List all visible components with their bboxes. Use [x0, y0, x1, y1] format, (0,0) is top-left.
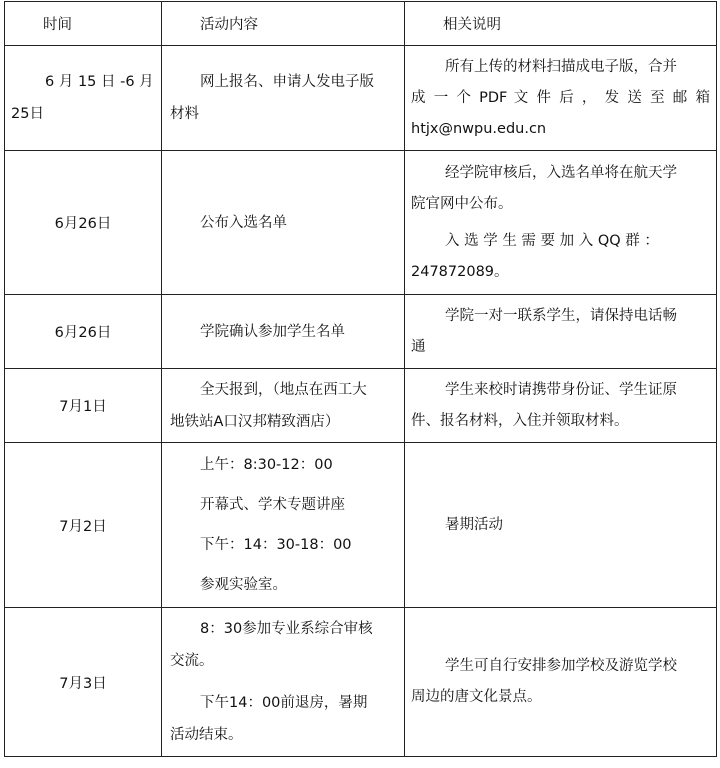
activity-cell	[162, 443, 405, 608]
time-cell	[5, 369, 162, 443]
activity-text-line3: 下午14：00前退房，暑期	[200, 695, 368, 711]
notes-text-line1: 学生可自行安排参加学校及游览学校	[445, 658, 677, 674]
time-text: 7月3日	[59, 675, 107, 692]
activity-text: 公布入选名单	[200, 214, 287, 231]
time-text: 7月1日	[59, 399, 107, 415]
notes-cell	[405, 608, 717, 757]
header-time: 时间	[5, 2, 162, 46]
table-row	[5, 369, 717, 443]
notes-cell	[405, 369, 717, 443]
activity-text-line2: 地铁站A口汉邦精致酒店）	[170, 413, 340, 430]
activity-text: 学院确认参加学生名单	[200, 323, 345, 340]
header-activity: 活动内容	[162, 2, 405, 46]
notes-cell	[405, 443, 717, 608]
time-text-line1: 6 月 15 日 -6 月	[45, 74, 154, 90]
time-text-line2: 25日	[11, 106, 44, 122]
table-row	[5, 151, 717, 295]
header-notes: 相关说明	[405, 2, 717, 46]
activity-afternoon-events: 参观实验室。	[200, 577, 287, 593]
activity-text-line2: 交流。	[170, 653, 214, 669]
table-row	[5, 608, 717, 757]
activity-text-line1: 全天报到，（地点在西工大	[200, 381, 367, 398]
time-cell	[5, 608, 162, 757]
activity-cell	[162, 295, 405, 369]
notes-text-line1: 学院一对一联系学生，请保持电话畅	[445, 307, 677, 324]
time-cell	[5, 151, 162, 295]
notes-cell	[405, 151, 717, 295]
table-header-row	[5, 2, 717, 46]
table-row	[5, 46, 717, 151]
activity-cell	[162, 369, 405, 443]
time-text: 7月2日	[59, 518, 107, 535]
activity-afternoon-time: 下午：14：30-18：00	[200, 537, 352, 553]
notes-text-line2: 院官网中公布。	[411, 195, 513, 212]
activity-cell	[162, 151, 405, 295]
time-cell	[5, 46, 162, 151]
notes-text-line1: 经学院审核后，入选名单将在航天学	[445, 164, 677, 181]
notes-qq-label: 入 选 学 生 需 要 加 入 QQ 群 ：	[445, 232, 659, 249]
notes-text-line1: 所有上传的材料扫描成电子版，合并	[445, 58, 677, 75]
notes-text-line2: 件、报名材料，入住并领取材料。	[411, 412, 629, 429]
activity-cell	[162, 46, 405, 151]
activity-morning-events: 开幕式、学术专题讲座	[200, 497, 345, 513]
activity-text-line4: 活动结束。	[170, 727, 243, 743]
notes-cell	[405, 46, 717, 151]
time-cell	[5, 443, 162, 608]
time-text: 6月26日	[54, 216, 112, 232]
schedule-table	[4, 1, 717, 757]
notes-text-line1: 学生来校时请携带身份证、学生证原	[445, 381, 677, 398]
activity-text-line1: 网上报名、申请人发电子版	[200, 74, 374, 90]
table-row	[5, 295, 717, 369]
time-cell	[5, 295, 162, 369]
notes-text-line2: 成 一 个 PDF 文 件 后 ， 发 送 至 邮 箱	[411, 89, 710, 106]
activity-cell	[162, 608, 405, 757]
table-row	[5, 443, 717, 608]
notes-email: htjx@nwpu.edu.cn	[411, 120, 547, 137]
notes-text-line2: 周边的唐文化景点。	[411, 689, 542, 705]
activity-text-line2: 材料	[170, 106, 199, 122]
notes-cell	[405, 295, 717, 369]
activity-morning-time: 上午：8:30-12：00	[200, 457, 333, 473]
notes-text-line2: 通	[411, 338, 426, 355]
time-text: 6月26日	[54, 325, 112, 341]
notes-qq-number: 247872089。	[411, 263, 509, 280]
notes-text: 暑期活动	[445, 516, 503, 533]
activity-text-line1: 8：30参加专业系综合审核	[200, 621, 373, 637]
